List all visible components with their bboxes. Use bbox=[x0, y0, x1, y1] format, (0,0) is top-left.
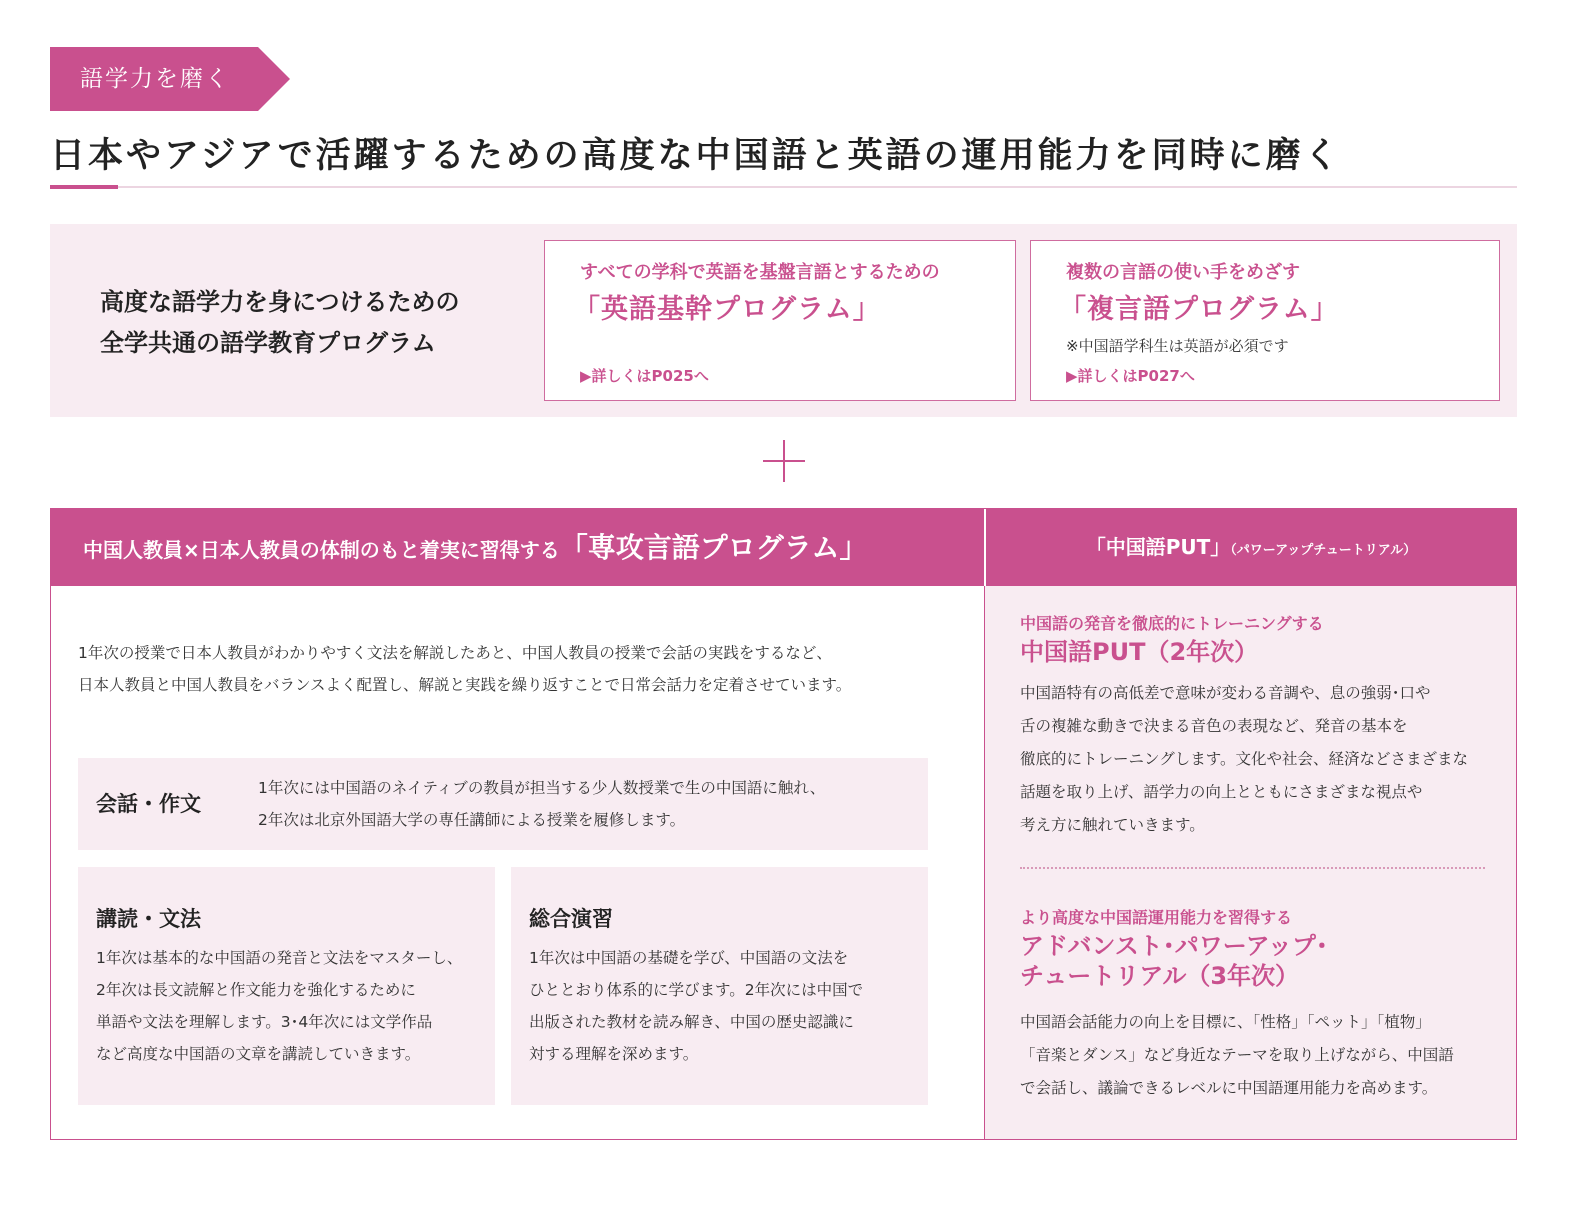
page-headline: 日本やアジアで活躍するための高度な中国語と英語の運用能力を同時に磨く bbox=[50, 136, 1342, 176]
put-header-sub: （パワーアップチュートリアル） bbox=[1230, 543, 1417, 558]
section-tag-label: 語学力を磨く bbox=[80, 66, 230, 92]
plus-icon bbox=[763, 440, 805, 482]
course-body bbox=[529, 942, 863, 1070]
course-body bbox=[258, 772, 825, 836]
put-section-subtitle: 中国語の発音を徹底的にトレーニングする bbox=[1020, 614, 1324, 633]
description-line: 日本人教員と中国人教員をバランスよく配置し、解説と実践を繰り返すことで日常会話力を定着させています。 bbox=[78, 676, 852, 694]
description-line: 1年次の授業で日本人教員がわかりやすく文法を解説したあと、中国人教員の授業で会話の実践をするなど、 bbox=[78, 644, 832, 662]
put-line: で会話し、議論できるレベルに中国語運用能力を高めます。 bbox=[1020, 1079, 1438, 1097]
put-line: 中国語特有の高低差で意味が変わる音調や、息の強弱･口や bbox=[1020, 684, 1431, 702]
dotted-divider bbox=[1020, 867, 1485, 869]
course-line: 1年次は中国語の基礎を学び、中国語の文法を bbox=[529, 949, 849, 967]
course-title: 会話・作文 bbox=[96, 792, 201, 816]
put-line: 考え方に触れていきます。 bbox=[1020, 816, 1205, 834]
course-line: 対する理解を深めます。 bbox=[529, 1045, 699, 1063]
put-section-subtitle: より高度な中国語運用能力を習得する bbox=[1020, 908, 1293, 927]
course-line: 単語や文法を理解します。3･4年次には文学作品 bbox=[96, 1013, 433, 1031]
put-section-title bbox=[1020, 637, 1258, 667]
major-program-header bbox=[51, 509, 984, 586]
course-line: 1年次は基本的な中国語の発音と文法をマスターし、 bbox=[96, 949, 463, 967]
put-header-title: 「中国語PUT」 bbox=[1085, 535, 1231, 559]
put-line: 話題を取り上げ、語学力の向上とともにさまざまな視点や bbox=[1020, 783, 1423, 801]
put-line: 徹底的にトレーニングします。文化や社会、経済などさまざまな bbox=[1020, 750, 1468, 768]
headline-rule bbox=[50, 186, 1517, 188]
section-tag bbox=[50, 47, 290, 111]
put-line: 中国語会話能力の向上を目標に、「性格」「ペット」「植物」 bbox=[1020, 1013, 1431, 1031]
put-section-title-line: アドバンスト･パワーアップ･ bbox=[1020, 932, 1328, 960]
program-link[interactable]: ▶詳しくはP027へ bbox=[1066, 367, 1195, 385]
program-note: ※中国語学科生は英語が必須です bbox=[1066, 337, 1289, 355]
english-program-box bbox=[544, 240, 1016, 401]
put-line: 「音楽とダンス」など身近なテーマを取り上げながら、中国語 bbox=[1020, 1046, 1454, 1064]
program-title: 「複言語プログラム」 bbox=[1059, 294, 1339, 325]
course-line: 出版された教材を読み解き、中国の歴史認識に bbox=[529, 1013, 854, 1031]
put-column bbox=[984, 586, 1516, 1139]
course-line: など高度な中国語の文章を講読していきます。 bbox=[96, 1045, 421, 1063]
put-section-title bbox=[1020, 931, 1328, 991]
put-section-title-line: チュートリアル（3年次） bbox=[1020, 962, 1300, 990]
course-line: 2年次は長文読解と作文能力を強化するために bbox=[96, 981, 416, 999]
put-section-body bbox=[1020, 677, 1468, 842]
course-card-reading bbox=[78, 867, 495, 1105]
headline-rule-accent bbox=[50, 185, 118, 189]
program-link[interactable]: ▶詳しくはP025へ bbox=[580, 367, 709, 385]
program-subtitle: すべての学科で英語を基盤言語とするための bbox=[580, 262, 940, 283]
program-title: 「英語基幹プログラム」 bbox=[573, 294, 881, 325]
intro-line: 高度な語学力を身につけるための bbox=[100, 288, 460, 316]
put-section-title-line: 中国語PUT（2年次） bbox=[1020, 638, 1259, 666]
course-card-conversation bbox=[78, 758, 928, 850]
course-body bbox=[96, 942, 462, 1070]
major-description bbox=[78, 637, 851, 701]
course-line: 2年次は北京外国語大学の専任講師による授業を履修します。 bbox=[258, 811, 686, 829]
plurilingual-program-box bbox=[1030, 240, 1500, 401]
course-card-seminar bbox=[511, 867, 928, 1105]
course-title: 総合演習 bbox=[529, 907, 613, 931]
course-line: 1年次には中国語のネイティブの教員が担当する少人数授業で生の中国語に触れ、 bbox=[258, 779, 826, 797]
major-header-title: 「専攻言語プログラム」 bbox=[559, 531, 868, 564]
program-subtitle: 複数の言語の使い手をめざす bbox=[1066, 262, 1300, 283]
put-section-body bbox=[1020, 1006, 1454, 1105]
intro-line: 全学共通の語学教育プログラム bbox=[100, 329, 436, 357]
put-line: 舌の複雑な動きで決まる音色の表現など、発音の基本を bbox=[1020, 717, 1408, 735]
major-header-prefix: 中国人教員×日本人教員の体制のもと着実に習得する bbox=[83, 538, 560, 562]
common-program-panel bbox=[50, 224, 1517, 417]
put-header bbox=[986, 509, 1516, 586]
intro-text bbox=[100, 282, 460, 364]
major-program-block bbox=[50, 508, 1517, 1140]
course-title: 講読・文法 bbox=[96, 907, 201, 931]
course-line: ひととおり体系的に学びます。2年次には中国で bbox=[529, 981, 864, 999]
